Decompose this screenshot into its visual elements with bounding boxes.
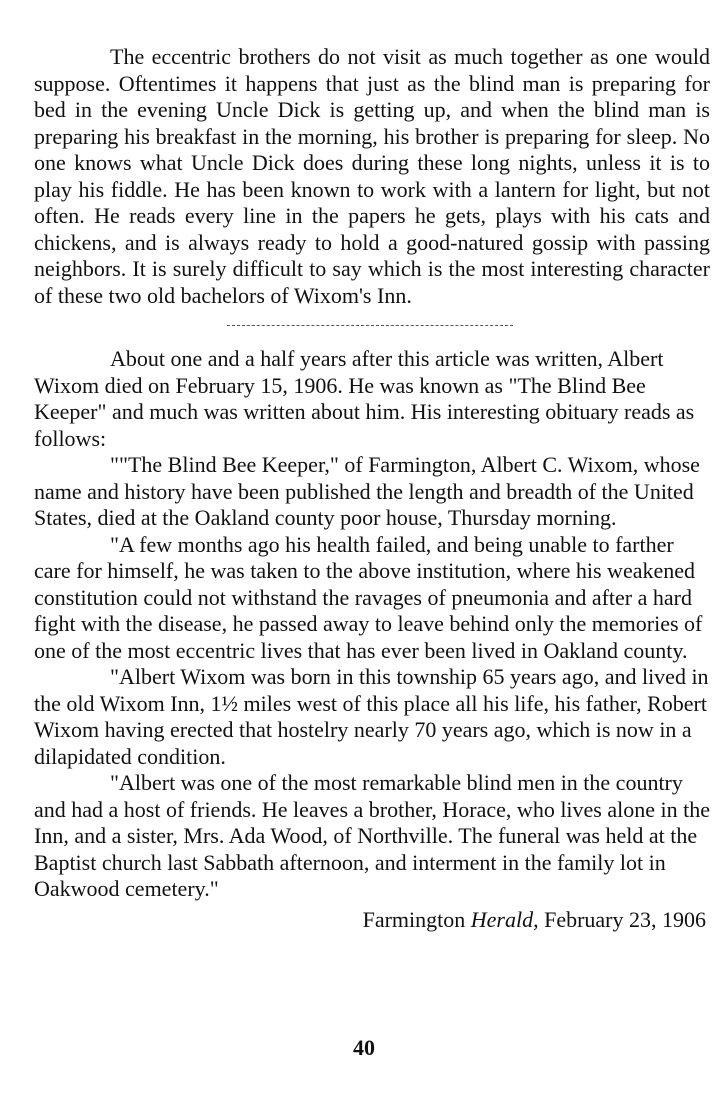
paragraph-obituary-4: "Albert was one of the most remarkable blind men in the country and had a host of friends. He leaves a brother, Horace, who lives alone in the Inn, and a sister, Mrs. Ada Wood, of Northville. The funeral was held at the Baptist church last Sabbath afternoon, and interment in the family lot in Oakwood cemetery." <box>34 770 710 901</box>
page-body <box>34 44 710 933</box>
paragraph-brothers: The eccentric brothers do not visit as much together as one would suppose. Oftentimes it happens that just as the blind man is preparing for bed in the evening Uncle Dick is getting up, and when the blind man is preparing his breakfast in the morning, his brother is preparing for sleep. No one knows what Uncle Dick does during these long nights, unless it is to play his fiddle. He has been known to work with a lantern for light, but not often. He reads every line in the papers he gets, plays with his cats and chickens, and is always ready to hold a good-natured gossip with passing neighbors. It is surely difficult to say which is the most interesting character of these two old bachelors of Wixom's Inn. <box>34 44 710 308</box>
page-number: 40 <box>353 1035 375 1060</box>
citation-date: , February 23, 1906 <box>533 906 706 932</box>
citation-publication: Herald <box>470 906 534 932</box>
paragraph-obituary-1: ""The Blind Bee Keeper," of Farmington, Albert C. Wixom, whose name and history have been published the length and breadth of the United States, died at the Oakland county poor house, Thursday morning. <box>34 452 700 530</box>
paragraph-obituary-3: "Albert Wixom was born in this township 65 years ago, and lived in the old Wixom Inn, 1½ miles west of this place all his life, his father, Robert Wixom having erected that hostelry nearly 70 years ago, which is now in a dilapidated condition. <box>34 664 709 769</box>
section-divider <box>227 325 513 326</box>
paragraph-obituary-2: "A few months ago his health failed, and being unable to farther care for himself, he was taken to the above institution, where his weakened constitution could not withstand the ravages of pneumonia and after a hard fight with the disease, he passed away to leave behind only the memories of one of the most eccentric lives that has ever been lived in Oakland county. <box>34 531 703 663</box>
paragraph-intro-obituary: About one and a half years after this article was written, Albert Wixom died on February 15, 1906. He was known as "The Blind Bee Keeper" and much was written about him. His interesting obituary reads as follows: <box>34 346 695 451</box>
citation <box>34 907 706 934</box>
citation-prefix: Farmington <box>362 906 471 932</box>
